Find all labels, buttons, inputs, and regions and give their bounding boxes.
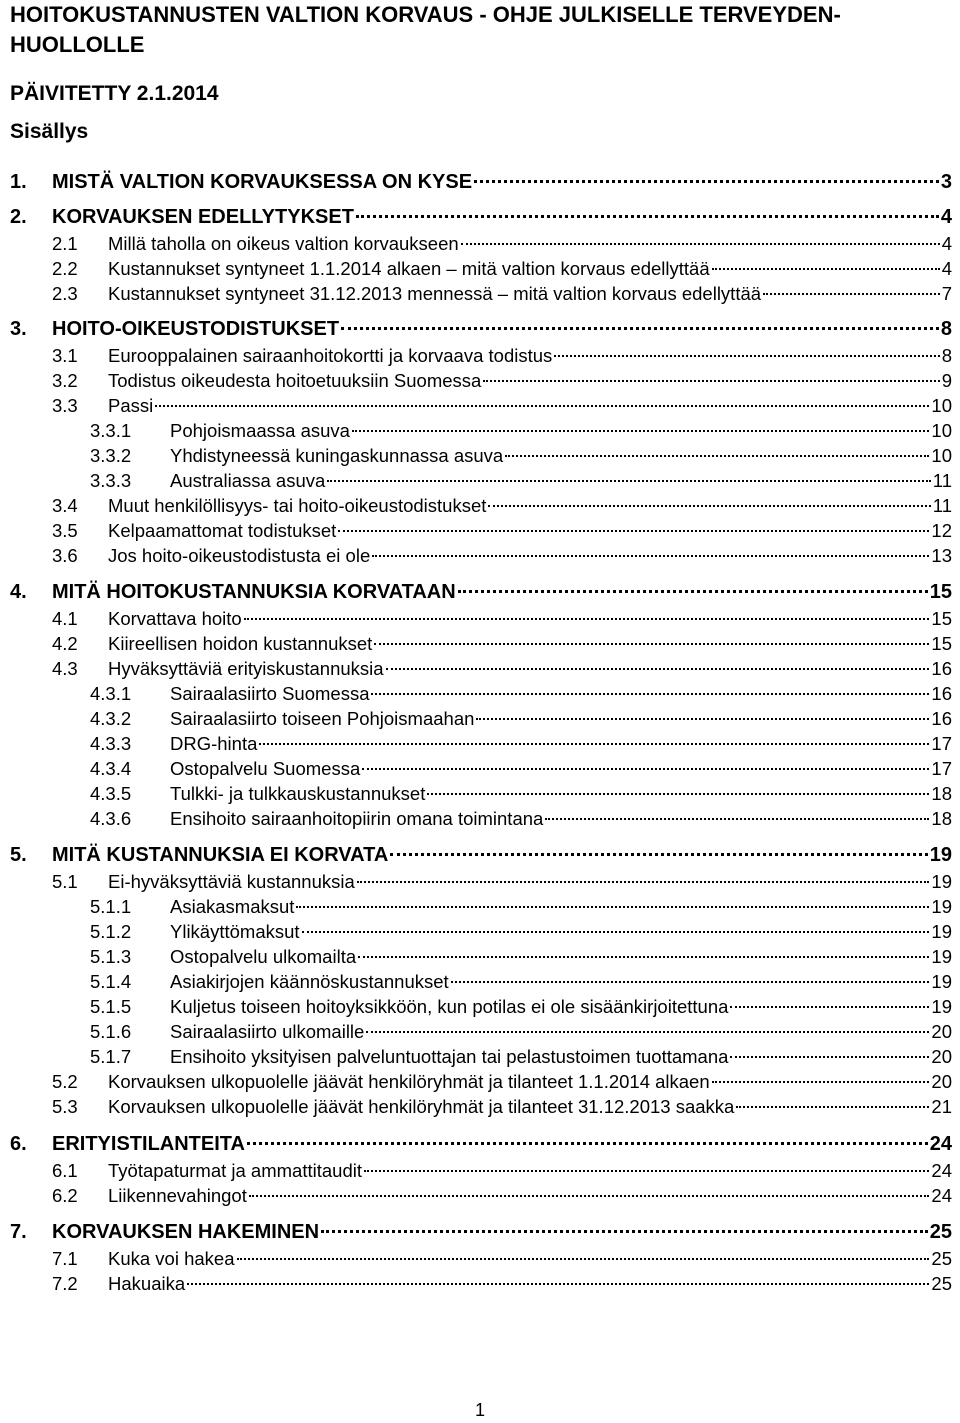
toc-entry[interactable] [90, 419, 952, 443]
dot-leader [247, 1142, 928, 1145]
dot-leader [488, 505, 930, 507]
dot-leader [371, 693, 929, 695]
toc-entry-number: 4.3.5 [90, 783, 132, 804]
toc-entry[interactable] [90, 444, 952, 468]
toc-entry[interactable] [90, 945, 952, 969]
toc-entry-page: 4 [940, 206, 952, 228]
toc-entry-page: 15 [931, 608, 952, 629]
toc-entry-label: Ylikäyttömaksut [170, 921, 300, 942]
toc-entry[interactable] [52, 1070, 952, 1094]
toc-entry-page: 21 [931, 1096, 952, 1117]
toc-entry-label: Korvauksen ulkopuolelle jäävät henkilöryhmät ja tilanteet 31.12.2013 saakka [108, 1096, 735, 1117]
toc-entry-label: Hyväksyttäviä erityiskustannuksia [108, 658, 384, 679]
document-header [10, 0, 950, 60]
toc-entry-page: 16 [931, 658, 952, 679]
toc-entry-page: 15 [929, 581, 952, 603]
toc-entry-number: 4.3.6 [90, 808, 132, 829]
toc-entry[interactable] [90, 782, 952, 806]
toc-entry-number: 5. [10, 844, 27, 866]
toc-entry-page: 18 [931, 783, 952, 804]
dot-leader [374, 643, 929, 645]
toc-entry[interactable] [10, 1132, 952, 1156]
toc-entry-label: Australiassa asuva [170, 470, 326, 491]
dot-leader [554, 355, 939, 357]
toc-entry-number: 2.1 [52, 233, 78, 254]
toc-entry-page: 19 [931, 996, 952, 1017]
toc-entry-page: 19 [931, 921, 952, 942]
dot-leader [366, 1031, 929, 1033]
dot-leader [763, 293, 940, 295]
toc-entry-number: 7.1 [52, 1248, 78, 1269]
toc-entry-number: 4.3.2 [90, 708, 132, 729]
dot-leader [386, 668, 930, 670]
toc-entry-page: 25 [931, 1273, 952, 1294]
toc-entry[interactable] [10, 205, 952, 229]
toc-entry[interactable] [10, 170, 952, 194]
dot-leader [545, 818, 929, 820]
toc-entry-label: Ei-hyväksyttäviä kustannuksia [108, 871, 355, 892]
toc-entry-number: 5.3 [52, 1096, 78, 1117]
toc-entry-number: 5.1.5 [90, 996, 132, 1017]
dot-leader [712, 1081, 930, 1083]
toc-entry-number: 5.1.7 [90, 1046, 132, 1067]
toc-entry-page: 19 [931, 871, 952, 892]
toc-entry[interactable] [52, 657, 952, 681]
toc-entry-number: 2.3 [52, 283, 78, 304]
toc-entry-number: 3.3.1 [90, 420, 132, 441]
toc-entry[interactable] [90, 1020, 952, 1044]
toc-entry[interactable] [90, 757, 952, 781]
toc-entry-label: Liikennevahingot [108, 1185, 247, 1206]
toc-entry-page: 7 [941, 283, 952, 304]
toc-entry-label: Asiakasmaksut [170, 896, 295, 917]
toc-entry-label: Kuka voi hakea [108, 1248, 235, 1269]
toc-entry-label: Ensihoito sairaanhoitopiirin omana toimintana [170, 808, 544, 829]
toc-entry[interactable] [52, 544, 952, 568]
toc-entry-label: Korvattava hoito [108, 608, 242, 629]
toc-entry-number: 4.3.1 [90, 683, 132, 704]
toc-entry-label: Kuljetus toiseen hoitoyksikköön, kun potilas ei ole sisäänkirjoitettuna [170, 996, 729, 1017]
toc-entry-number: 3.3.3 [90, 470, 132, 491]
toc-entry-number: 3.4 [52, 495, 78, 516]
toc-entry[interactable] [90, 732, 952, 756]
dot-leader [187, 1283, 929, 1285]
toc-entry[interactable] [52, 1159, 952, 1183]
toc-entry[interactable] [52, 232, 952, 256]
dot-leader [244, 618, 930, 620]
toc-entry-page: 4 [941, 233, 952, 254]
toc-entry-page: 3 [940, 171, 952, 193]
dot-leader [505, 455, 929, 457]
dot-leader [321, 1230, 928, 1233]
toc-entry[interactable] [10, 1220, 952, 1244]
toc-entry-page: 16 [931, 683, 952, 704]
dot-leader [362, 768, 929, 770]
toc-entry-number: 5.1.3 [90, 946, 132, 967]
toc-entry[interactable] [90, 682, 952, 706]
toc-entry-number: 3.5 [52, 520, 78, 541]
toc-entry-page: 15 [931, 633, 952, 654]
toc-entry-number: 5.1.2 [90, 921, 132, 942]
toc-entry-label: Kustannukset syntyneet 31.12.2013 mennessä – mitä valtion korvaus edellyttää [108, 283, 762, 304]
dot-leader [476, 718, 929, 720]
toc-entry-page: 25 [931, 1248, 952, 1269]
toc-entry-page: 9 [941, 370, 952, 391]
document-title: HOITOKUSTANNUSTEN VALTION KORVAUS - OHJE JULKISELLE TERVEYDEN-HUOLLOLLE [10, 2, 841, 57]
toc-entry-page: 24 [929, 1133, 952, 1155]
toc-entry-page: 13 [931, 545, 952, 566]
toc-entry-label: Kelpaamattomat todistukset [108, 520, 337, 541]
toc-entry[interactable] [52, 494, 952, 518]
toc-entry-label: Ostopalvelu ulkomailta [170, 946, 357, 967]
toc-entry-number: 4.1 [52, 608, 78, 629]
toc-entry-page: 8 [940, 318, 952, 340]
toc-entry-page: 4 [941, 258, 952, 279]
toc-entry-number: 4.3.3 [90, 733, 132, 754]
toc-entry[interactable] [10, 843, 952, 867]
toc-entry-label: Hakuaika [108, 1273, 186, 1294]
toc-entry-page: 18 [931, 808, 952, 829]
toc-entry[interactable] [90, 995, 952, 1019]
dot-leader [259, 743, 929, 745]
toc-entry-label: MISTÄ VALTION KORVAUKSESSA ON KYSE [52, 171, 473, 193]
toc-entry[interactable] [52, 870, 952, 894]
toc-entry-label: Millä taholla on oikeus valtion korvaukseen [108, 233, 459, 254]
toc-entry-number: 6. [10, 1133, 27, 1155]
toc-entry-page: 19 [931, 946, 952, 967]
dot-leader [356, 215, 939, 218]
toc-entry[interactable] [52, 1247, 952, 1271]
toc-entry-label: Jos hoito-oikeustodistusta ei ole [108, 545, 371, 566]
dot-leader [357, 881, 930, 883]
toc-entry-number: 3. [10, 318, 27, 340]
contents-heading: Sisällys [10, 120, 89, 143]
toc-entry-page: 17 [931, 758, 952, 779]
toc-entry-page: 17 [931, 733, 952, 754]
toc-entry-label: Tulkki- ja tulkkauskustannukset [170, 783, 426, 804]
toc-entry[interactable] [90, 970, 952, 994]
dot-leader [458, 590, 928, 593]
dot-leader [364, 1170, 929, 1172]
toc-entry[interactable] [52, 344, 952, 368]
toc-entry-label: Sairaalasiirto ulkomaille [170, 1021, 365, 1042]
toc-entry-label: Yhdistyneessä kuningaskunnassa asuva [170, 445, 504, 466]
toc-entry-number: 1. [10, 171, 27, 193]
toc-entry-page: 24 [931, 1160, 952, 1181]
toc-entry[interactable] [52, 257, 952, 281]
toc-entry-page: 11 [932, 495, 952, 516]
toc-entry[interactable] [52, 519, 952, 543]
toc-entry[interactable] [52, 282, 952, 306]
toc-entry-number: 3.2 [52, 370, 78, 391]
dot-leader [451, 981, 930, 983]
dot-leader [352, 430, 929, 432]
dot-leader [358, 956, 929, 958]
toc-entry-page: 12 [931, 520, 952, 541]
toc-entry[interactable] [90, 1045, 952, 1069]
toc-entry-page: 10 [931, 420, 952, 441]
toc-entry-number: 4.2 [52, 633, 78, 654]
toc-entry-label: Sairaalasiirto Suomessa [170, 683, 370, 704]
toc-entry-page: 19 [929, 844, 952, 866]
toc-entry-page: 25 [929, 1221, 952, 1243]
toc-entry-number: 5.1 [52, 871, 78, 892]
toc-entry-label: Sairaalasiirto toiseen Pohjoismaahan [170, 708, 475, 729]
toc-entry-label: Kustannukset syntyneet 1.1.2014 alkaen – mitä valtion korvaus edellyttää [108, 258, 710, 279]
dot-leader [341, 327, 939, 330]
dot-leader [712, 268, 940, 270]
dot-leader [461, 243, 940, 245]
toc-entry-label: MITÄ HOITOKUSTANNUKSIA KORVATAAN [52, 581, 456, 603]
dot-leader [474, 180, 939, 183]
toc-entry-page: 11 [932, 470, 952, 491]
toc-entry-label: ERITYISTILANTEITA [52, 1133, 245, 1155]
toc-entry[interactable] [90, 469, 952, 493]
toc-entry[interactable] [52, 1272, 952, 1296]
toc-entry-number: 7.2 [52, 1273, 78, 1294]
toc-entry[interactable] [10, 317, 952, 341]
dot-leader [730, 1006, 929, 1008]
toc-entry[interactable] [10, 580, 952, 604]
dot-leader [302, 931, 930, 933]
toc-entry-number: 4.3 [52, 658, 78, 679]
toc-entry-page: 24 [931, 1185, 952, 1206]
toc-entry-label: KORVAUKSEN HAKEMINEN [52, 1221, 320, 1243]
toc-entry[interactable] [52, 1184, 952, 1208]
toc-entry-label: Passi [108, 395, 154, 416]
toc-entry-number: 3.6 [52, 545, 78, 566]
toc-entry-page: 8 [941, 345, 952, 366]
toc-entry[interactable] [90, 707, 952, 731]
toc-entry-label: Asiakirjojen käännöskustannukset [170, 971, 449, 992]
toc-entry[interactable] [52, 369, 952, 393]
page-number: 1 [474, 1400, 485, 1420]
toc-entry-page: 19 [931, 971, 952, 992]
toc-entry-number: 6.2 [52, 1185, 78, 1206]
toc-entry-label: Työtapaturmat ja ammattitaudit [108, 1160, 362, 1181]
toc-entry-number: 2. [10, 206, 27, 228]
toc-entry-number: 3.1 [52, 345, 78, 366]
toc-entry-label: KORVAUKSEN EDELLYTYKSET [52, 206, 354, 228]
updated-date: PÄIVITETTY 2.1.2014 [10, 82, 219, 105]
toc-entry-number: 3.3.2 [90, 445, 132, 466]
dot-leader [296, 906, 929, 908]
toc-entry-number: 6.1 [52, 1160, 78, 1181]
dot-leader [736, 1106, 929, 1108]
toc-entry-label: MITÄ KUSTANNUKSIA EI KORVATA [52, 844, 389, 866]
toc-entry-page: 20 [931, 1071, 952, 1092]
toc-entry[interactable] [90, 895, 952, 919]
dot-leader [427, 793, 929, 795]
toc-entry[interactable] [52, 394, 952, 418]
toc-entry-page: 16 [931, 708, 952, 729]
toc-entry-page: 10 [931, 445, 952, 466]
toc-entry-label: HOITO-OIKEUSTODISTUKSET [52, 318, 340, 340]
dot-leader [237, 1258, 930, 1260]
dot-leader [249, 1195, 930, 1197]
toc-entry-number: 4. [10, 581, 27, 603]
dot-leader [483, 380, 939, 382]
toc-entry[interactable] [52, 1095, 952, 1119]
toc-entry-label: Kiireellisen hoidon kustannukset [108, 633, 373, 654]
toc-entry-number: 5.1.4 [90, 971, 132, 992]
toc-entry-number: 5.2 [52, 1071, 78, 1092]
toc-entry-label: Pohjoismaassa asuva [170, 420, 350, 441]
toc-entry-page: 20 [931, 1046, 952, 1067]
toc-entry-label: Eurooppalainen sairaanhoitokortti ja korvaava todistus [108, 345, 553, 366]
toc-entry-label: Ensihoito yksityisen palveluntuottajan tai pelastustoimen tuottamana [170, 1046, 729, 1067]
toc-entry[interactable] [52, 607, 952, 631]
toc-entry-label: Ostopalvelu Suomessa [170, 758, 361, 779]
dot-leader [338, 530, 929, 532]
toc-entry-page: 20 [931, 1021, 952, 1042]
toc-entry-number: 5.1.6 [90, 1021, 132, 1042]
dot-leader [390, 853, 927, 856]
toc-entry[interactable] [52, 632, 952, 656]
toc-entry-number: 3.3 [52, 395, 78, 416]
toc-entry-page: 10 [931, 395, 952, 416]
toc-entry[interactable] [90, 920, 952, 944]
toc-entry-number: 4.3.4 [90, 758, 132, 779]
dot-leader [730, 1056, 929, 1058]
toc-entry-page: 19 [931, 896, 952, 917]
toc-entry-label: Todistus oikeudesta hoitoetuuksiin Suomessa [108, 370, 482, 391]
toc-entry-number: 7. [10, 1221, 27, 1243]
dot-leader [155, 405, 929, 407]
dot-leader [372, 555, 929, 557]
toc-entry-label: Muut henkilöllisyys- tai hoito-oikeustodistukset [108, 495, 487, 516]
toc-entry-label: DRG-hinta [170, 733, 258, 754]
toc-entry[interactable] [90, 807, 952, 831]
dot-leader [327, 480, 931, 482]
toc-entry-label: Korvauksen ulkopuolelle jäävät henkilöryhmät ja tilanteet 1.1.2014 alkaen [108, 1071, 710, 1092]
toc-entry-number: 2.2 [52, 258, 78, 279]
toc-entry-number: 5.1.1 [90, 896, 132, 917]
